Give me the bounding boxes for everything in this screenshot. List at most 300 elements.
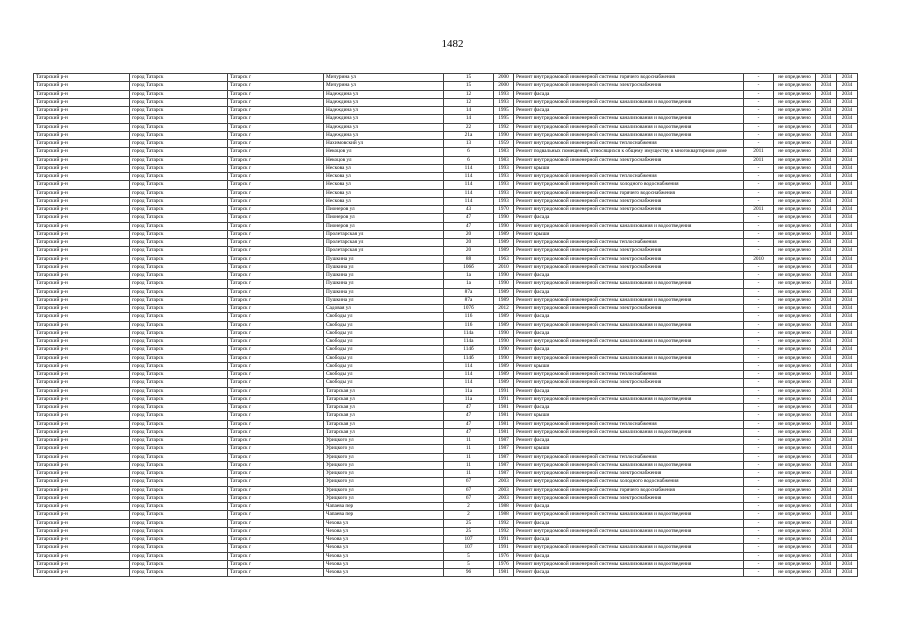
plan-end-cell: 2034 <box>837 206 858 214</box>
plan-end-cell: 2034 <box>837 354 858 362</box>
locality-cell: Татарск г <box>228 560 324 568</box>
table-row <box>34 140 858 148</box>
municipality-cell: город Татарск <box>130 412 228 420</box>
street-cell: Свободы ул <box>324 313 444 321</box>
plan-end-cell: 2034 <box>837 90 858 98</box>
street-cell: Свободы ул <box>324 321 444 329</box>
build-year-cell: 1995 <box>494 107 514 115</box>
cost-cell: не определено <box>774 404 816 412</box>
district-cell: Татарский р-н <box>34 140 130 148</box>
plan-end-cell: 2034 <box>837 569 858 577</box>
cost-cell: не определено <box>774 387 816 395</box>
table-row <box>34 437 858 445</box>
street-cell: Свободы ул <box>324 354 444 362</box>
house-number-cell: 15 <box>444 74 494 82</box>
district-cell: Татарский р-н <box>34 461 130 469</box>
repair-schedule-table <box>33 73 858 577</box>
work-type-cell: Ремонт фасада <box>514 519 744 527</box>
municipality-cell: город Татарск <box>130 247 228 255</box>
build-year-cell: 1993 <box>494 173 514 181</box>
district-cell: Татарский р-н <box>34 569 130 577</box>
work-type-cell: Ремонт фасада <box>514 346 744 354</box>
table-row <box>34 338 858 346</box>
municipality-cell: город Татарск <box>130 156 228 164</box>
municipality-cell: город Татарск <box>130 453 228 461</box>
plan-end-cell: 2034 <box>837 404 858 412</box>
house-number-cell: 12 <box>444 98 494 106</box>
street-cell: Пионеров ул <box>324 206 444 214</box>
municipality-cell: город Татарск <box>130 329 228 337</box>
cost-cell: не определено <box>774 74 816 82</box>
build-year-cell: 1990 <box>494 131 514 139</box>
municipality-cell: город Татарск <box>130 82 228 90</box>
plan-end-cell: 2034 <box>837 329 858 337</box>
last-repair-year-cell: - <box>744 527 774 535</box>
last-repair-year-cell: - <box>744 74 774 82</box>
plan-start-cell: 2034 <box>816 494 837 502</box>
cost-cell: не определено <box>774 412 816 420</box>
district-cell: Татарский р-н <box>34 313 130 321</box>
cost-cell: не определено <box>774 445 816 453</box>
street-cell: Чехова ул <box>324 519 444 527</box>
work-type-cell: Ремонт внутридомовой инженерной системы канализования и водоотведения <box>514 321 744 329</box>
build-year-cell: 1989 <box>494 230 514 238</box>
work-type-cell: Ремонт внутридомовой инженерной системы теплоснабжения <box>514 173 744 181</box>
district-cell: Татарский р-н <box>34 321 130 329</box>
street-cell: Чехова ул <box>324 536 444 544</box>
plan-start-cell: 2034 <box>816 148 837 156</box>
street-cell: Пролетарская ул <box>324 247 444 255</box>
locality-cell: Татарск г <box>228 420 324 428</box>
locality-cell: Татарск г <box>228 247 324 255</box>
house-number-cell: 2 <box>444 511 494 519</box>
table-row <box>34 222 858 230</box>
last-repair-year-cell: - <box>744 329 774 337</box>
work-type-cell: Ремонт внутридомовой инженерной системы холодного водоснабжения <box>514 181 744 189</box>
plan-end-cell: 2034 <box>837 115 858 123</box>
plan-end-cell: 2034 <box>837 461 858 469</box>
work-type-cell: Ремонт крыши <box>514 412 744 420</box>
table-row <box>34 503 858 511</box>
locality-cell: Татарск г <box>228 569 324 577</box>
work-type-cell: Ремонт внутридомовой инженерной системы электроснабжения <box>514 263 744 271</box>
street-cell: Свободы ул <box>324 371 444 379</box>
plan-start-cell: 2034 <box>816 107 837 115</box>
cost-cell: не определено <box>774 115 816 123</box>
table-row <box>34 486 858 494</box>
locality-cell: Татарск г <box>228 148 324 156</box>
district-cell: Татарский р-н <box>34 197 130 205</box>
street-cell: Пушкина ул <box>324 272 444 280</box>
cost-cell: не определено <box>774 461 816 469</box>
last-repair-year-cell: - <box>744 453 774 461</box>
plan-end-cell: 2034 <box>837 486 858 494</box>
locality-cell: Татарск г <box>228 305 324 313</box>
cost-cell: не определено <box>774 197 816 205</box>
street-cell: Пушкина ул <box>324 280 444 288</box>
plan-end-cell: 2034 <box>837 131 858 139</box>
cost-cell: не определено <box>774 569 816 577</box>
plan-start-cell: 2034 <box>816 173 837 181</box>
district-cell: Татарский р-н <box>34 354 130 362</box>
last-repair-year-cell: 2011 <box>744 206 774 214</box>
district-cell: Татарский р-н <box>34 486 130 494</box>
locality-cell: Татарск г <box>228 313 324 321</box>
plan-end-cell: 2034 <box>837 156 858 164</box>
municipality-cell: город Татарск <box>130 379 228 387</box>
plan-start-cell: 2034 <box>816 222 837 230</box>
build-year-cell: 1963 <box>494 255 514 263</box>
plan-start-cell: 2034 <box>816 420 837 428</box>
house-number-cell: 114 <box>444 371 494 379</box>
district-cell: Татарский р-н <box>34 115 130 123</box>
work-type-cell: Ремонт фасада <box>514 329 744 337</box>
plan-end-cell: 2034 <box>837 181 858 189</box>
locality-cell: Татарск г <box>228 354 324 362</box>
house-number-cell: 107 <box>444 544 494 552</box>
table-row <box>34 296 858 304</box>
plan-start-cell: 2034 <box>816 115 837 123</box>
build-year-cell: 1992 <box>494 519 514 527</box>
last-repair-year-cell: - <box>744 494 774 502</box>
locality-cell: Татарск г <box>228 404 324 412</box>
table-row <box>34 395 858 403</box>
cost-cell: не определено <box>774 148 816 156</box>
house-number-cell: 11 <box>444 453 494 461</box>
street-cell: Свободы ул <box>324 362 444 370</box>
work-type-cell: Ремонт внутридомовой инженерной системы электроснабжения <box>514 255 744 263</box>
plan-end-cell: 2034 <box>837 536 858 544</box>
build-year-cell: 1991 <box>494 395 514 403</box>
table-row <box>34 164 858 172</box>
locality-cell: Татарск г <box>228 140 324 148</box>
plan-end-cell: 2034 <box>837 494 858 502</box>
build-year-cell: 1987 <box>494 470 514 478</box>
house-number-cell: 20 <box>444 230 494 238</box>
build-year-cell: 1988 <box>494 511 514 519</box>
municipality-cell: город Татарск <box>130 189 228 197</box>
build-year-cell: 2003 <box>494 494 514 502</box>
table-row <box>34 263 858 271</box>
street-cell: Пушкина ул <box>324 296 444 304</box>
cost-cell: не определено <box>774 329 816 337</box>
build-year-cell: 1987 <box>494 445 514 453</box>
build-year-cell: 1989 <box>494 321 514 329</box>
last-repair-year-cell: - <box>744 412 774 420</box>
municipality-cell: город Татарск <box>130 74 228 82</box>
municipality-cell: город Татарск <box>130 263 228 271</box>
last-repair-year-cell: 2011 <box>744 148 774 156</box>
house-number-cell: 116 <box>444 321 494 329</box>
plan-start-cell: 2034 <box>816 280 837 288</box>
build-year-cell: 1988 <box>494 503 514 511</box>
district-cell: Татарский р-н <box>34 280 130 288</box>
locality-cell: Татарск г <box>228 544 324 552</box>
table-row <box>34 412 858 420</box>
house-number-cell: 14 <box>444 115 494 123</box>
locality-cell: Татарск г <box>228 321 324 329</box>
plan-start-cell: 2034 <box>816 123 837 131</box>
district-cell: Татарский р-н <box>34 362 130 370</box>
last-repair-year-cell: - <box>744 173 774 181</box>
street-cell: Надеждина ул <box>324 90 444 98</box>
plan-start-cell: 2034 <box>816 461 837 469</box>
plan-end-cell: 2034 <box>837 445 858 453</box>
locality-cell: Татарск г <box>228 362 324 370</box>
district-cell: Татарский р-н <box>34 131 130 139</box>
plan-end-cell: 2034 <box>837 263 858 271</box>
house-number-cell: 114 <box>444 164 494 172</box>
municipality-cell: город Татарск <box>130 313 228 321</box>
last-repair-year-cell: - <box>744 536 774 544</box>
locality-cell: Татарск г <box>228 445 324 453</box>
table-row <box>34 288 858 296</box>
house-number-cell: 25 <box>444 519 494 527</box>
last-repair-year-cell: - <box>744 197 774 205</box>
municipality-cell: город Татарск <box>130 288 228 296</box>
plan-start-cell: 2034 <box>816 371 837 379</box>
district-cell: Татарский р-н <box>34 148 130 156</box>
municipality-cell: город Татарск <box>130 115 228 123</box>
plan-end-cell: 2034 <box>837 346 858 354</box>
locality-cell: Татарск г <box>228 82 324 90</box>
district-cell: Татарский р-н <box>34 296 130 304</box>
municipality-cell: город Татарск <box>130 107 228 115</box>
plan-end-cell: 2034 <box>837 437 858 445</box>
work-type-cell: Ремонт внутридомовой инженерной системы электроснабжения <box>514 82 744 90</box>
street-cell: Пионеров ул <box>324 214 444 222</box>
locality-cell: Татарск г <box>228 519 324 527</box>
district-cell: Татарский р-н <box>34 305 130 313</box>
cost-cell: не определено <box>774 173 816 181</box>
house-number-cell: 11 <box>444 461 494 469</box>
plan-end-cell: 2034 <box>837 453 858 461</box>
plan-end-cell: 2034 <box>837 189 858 197</box>
last-repair-year-cell: - <box>744 346 774 354</box>
last-repair-year-cell: - <box>744 338 774 346</box>
last-repair-year-cell: - <box>744 140 774 148</box>
house-number-cell: 43 <box>444 206 494 214</box>
cost-cell: не определено <box>774 527 816 535</box>
cost-cell: не определено <box>774 181 816 189</box>
plan-start-cell: 2034 <box>816 453 837 461</box>
house-number-cell: 47 <box>444 404 494 412</box>
house-number-cell: 13 <box>444 140 494 148</box>
street-cell: Свободы ул <box>324 338 444 346</box>
district-cell: Татарский р-н <box>34 98 130 106</box>
plan-end-cell: 2034 <box>837 123 858 131</box>
plan-start-cell: 2034 <box>816 470 837 478</box>
cost-cell: не определено <box>774 494 816 502</box>
work-type-cell: Ремонт внутридомовой инженерной системы канализования и водоотведения <box>514 544 744 552</box>
work-type-cell: Ремонт внутридомовой инженерной системы канализования и водоотведения <box>514 560 744 568</box>
district-cell: Татарский р-н <box>34 90 130 98</box>
locality-cell: Татарск г <box>228 156 324 164</box>
district-cell: Татарский р-н <box>34 395 130 403</box>
cost-cell: не определено <box>774 379 816 387</box>
last-repair-year-cell: - <box>744 478 774 486</box>
work-type-cell: Ремонт фасада <box>514 404 744 412</box>
house-number-cell: 106б <box>444 263 494 271</box>
district-cell: Татарский р-н <box>34 552 130 560</box>
work-type-cell: Ремонт фасада <box>514 552 744 560</box>
cost-cell: не определено <box>774 420 816 428</box>
build-year-cell: 1993 <box>494 90 514 98</box>
plan-end-cell: 2034 <box>837 470 858 478</box>
locality-cell: Татарск г <box>228 197 324 205</box>
house-number-cell: 1а <box>444 272 494 280</box>
locality-cell: Татарск г <box>228 90 324 98</box>
plan-end-cell: 2034 <box>837 296 858 304</box>
cost-cell: не определено <box>774 230 816 238</box>
locality-cell: Татарск г <box>228 296 324 304</box>
last-repair-year-cell: - <box>744 214 774 222</box>
street-cell: Урицкого ул <box>324 437 444 445</box>
municipality-cell: город Татарск <box>130 560 228 568</box>
locality-cell: Татарск г <box>228 461 324 469</box>
table-row <box>34 313 858 321</box>
cost-cell: не определено <box>774 263 816 271</box>
municipality-cell: город Татарск <box>130 569 228 577</box>
house-number-cell: 114б <box>444 354 494 362</box>
build-year-cell: 1987 <box>494 461 514 469</box>
locality-cell: Татарск г <box>228 371 324 379</box>
municipality-cell: город Татарск <box>130 437 228 445</box>
plan-start-cell: 2034 <box>816 189 837 197</box>
last-repair-year-cell: - <box>744 503 774 511</box>
plan-start-cell: 2034 <box>816 527 837 535</box>
district-cell: Татарский р-н <box>34 247 130 255</box>
cost-cell: не определено <box>774 140 816 148</box>
table-row <box>34 272 858 280</box>
locality-cell: Татарск г <box>228 387 324 395</box>
build-year-cell: 1989 <box>494 362 514 370</box>
municipality-cell: город Татарск <box>130 123 228 131</box>
cost-cell: не определено <box>774 313 816 321</box>
work-type-cell: Ремонт подвальных помещений, относящихся к общему имуществу в многоквартирном доме <box>514 148 744 156</box>
table-row <box>34 74 858 82</box>
plan-start-cell: 2034 <box>816 197 837 205</box>
last-repair-year-cell: - <box>744 181 774 189</box>
municipality-cell: город Татарск <box>130 296 228 304</box>
plan-start-cell: 2034 <box>816 181 837 189</box>
last-repair-year-cell: - <box>744 544 774 552</box>
cost-cell: не определено <box>774 272 816 280</box>
table-row <box>34 536 858 544</box>
build-year-cell: 1990 <box>494 346 514 354</box>
table-row <box>34 98 858 106</box>
plan-end-cell: 2034 <box>837 305 858 313</box>
municipality-cell: город Татарск <box>130 428 228 436</box>
street-cell: Урицкого ул <box>324 461 444 469</box>
table-row <box>34 527 858 535</box>
last-repair-year-cell: - <box>744 247 774 255</box>
last-repair-year-cell: - <box>744 560 774 568</box>
district-cell: Татарский р-н <box>34 519 130 527</box>
street-cell: Надеждина ул <box>324 115 444 123</box>
district-cell: Татарский р-н <box>34 453 130 461</box>
municipality-cell: город Татарск <box>130 197 228 205</box>
street-cell: Урицкого ул <box>324 470 444 478</box>
house-number-cell: 12 <box>444 90 494 98</box>
plan-end-cell: 2034 <box>837 428 858 436</box>
build-year-cell: 1981 <box>494 569 514 577</box>
municipality-cell: город Татарск <box>130 239 228 247</box>
table-row <box>34 230 858 238</box>
locality-cell: Татарск г <box>228 379 324 387</box>
street-cell: Чехова ул <box>324 544 444 552</box>
cost-cell: не определено <box>774 255 816 263</box>
last-repair-year-cell: - <box>744 470 774 478</box>
locality-cell: Татарск г <box>228 107 324 115</box>
build-year-cell: 2012 <box>494 305 514 313</box>
build-year-cell: 1989 <box>494 313 514 321</box>
cost-cell: не определено <box>774 536 816 544</box>
house-number-cell: 11 <box>444 470 494 478</box>
municipality-cell: город Татарск <box>130 362 228 370</box>
municipality-cell: город Татарск <box>130 371 228 379</box>
last-repair-year-cell: - <box>744 461 774 469</box>
street-cell: Пионеров ул <box>324 222 444 230</box>
street-cell: Свободы ул <box>324 379 444 387</box>
build-year-cell: 2000 <box>494 82 514 90</box>
build-year-cell: 1970 <box>494 206 514 214</box>
district-cell: Татарский р-н <box>34 263 130 271</box>
last-repair-year-cell: - <box>744 387 774 395</box>
work-type-cell: Ремонт внутридомовой инженерной системы электроснабжения <box>514 470 744 478</box>
plan-start-cell: 2034 <box>816 544 837 552</box>
street-cell: Нескова ул <box>324 189 444 197</box>
plan-end-cell: 2034 <box>837 222 858 230</box>
last-repair-year-cell: - <box>744 239 774 247</box>
street-cell: Чапаева пер <box>324 511 444 519</box>
work-type-cell: Ремонт фасада <box>514 437 744 445</box>
build-year-cell: 1976 <box>494 552 514 560</box>
build-year-cell: 2010 <box>494 263 514 271</box>
cost-cell: не определено <box>774 519 816 527</box>
district-cell: Татарский р-н <box>34 272 130 280</box>
plan-end-cell: 2034 <box>837 98 858 106</box>
plan-end-cell: 2034 <box>837 313 858 321</box>
work-type-cell: Ремонт внутридомовой инженерной системы канализования и водоотведения <box>514 98 744 106</box>
table-row <box>34 478 858 486</box>
district-cell: Татарский р-н <box>34 503 130 511</box>
cost-cell: не определено <box>774 338 816 346</box>
table-row <box>34 329 858 337</box>
locality-cell: Татарск г <box>228 115 324 123</box>
street-cell: Пушкина ул <box>324 255 444 263</box>
locality-cell: Татарск г <box>228 164 324 172</box>
build-year-cell: 2003 <box>494 486 514 494</box>
build-year-cell: 1983 <box>494 148 514 156</box>
table-row <box>34 379 858 387</box>
street-cell: Свободы ул <box>324 346 444 354</box>
municipality-cell: город Татарск <box>130 519 228 527</box>
district-cell: Татарский р-н <box>34 230 130 238</box>
cost-cell: не определено <box>774 206 816 214</box>
district-cell: Татарский р-н <box>34 494 130 502</box>
municipality-cell: город Татарск <box>130 131 228 139</box>
build-year-cell: 2003 <box>494 478 514 486</box>
street-cell: Чехова ул <box>324 552 444 560</box>
last-repair-year-cell: - <box>744 362 774 370</box>
street-cell: Урицкого ул <box>324 478 444 486</box>
work-type-cell: Ремонт внутридомовой инженерной системы канализования и водоотведения <box>514 123 744 131</box>
table-row <box>34 321 858 329</box>
work-type-cell: Ремонт внутридомовой инженерной системы электроснабжения <box>514 197 744 205</box>
plan-end-cell: 2034 <box>837 371 858 379</box>
street-cell: Надеждина ул <box>324 123 444 131</box>
